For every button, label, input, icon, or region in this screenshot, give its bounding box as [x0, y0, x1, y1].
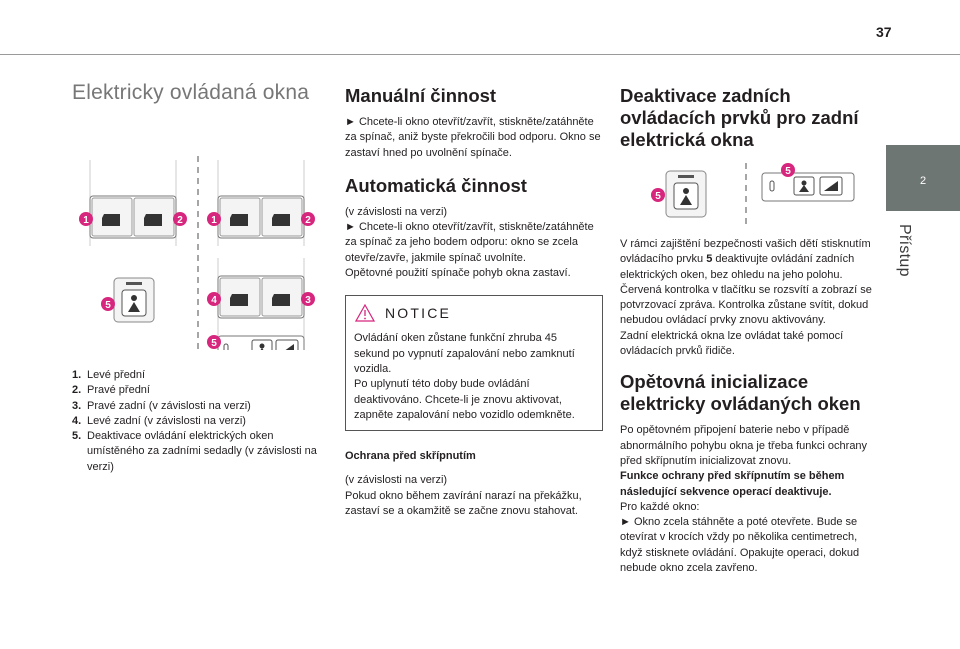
callout-4-label: 4 [211, 295, 217, 306]
heading-manual: Manuální činnost [345, 85, 497, 106]
child-lock-strip-driver [218, 336, 304, 350]
callout-5-left-label: 5 [655, 191, 661, 202]
heading-reinitialization: Opětovná inicializace elektricky ovládaných oken [620, 371, 861, 415]
callout-5-label: 5 [105, 300, 111, 311]
window-switches-figure [72, 118, 324, 350]
notice-title: NOTICE [385, 304, 452, 321]
child-lock-button [666, 171, 706, 217]
heading-deactivation: Deaktivace zadních ovládacích prvků pro zadní elektrická okna [620, 85, 859, 150]
list-item: 4. Levé zadní (v závislosti na verzi) [72, 414, 246, 427]
heading-pinch-protection: Ochrana před skřípnutím [345, 450, 476, 463]
child-lock-strip [762, 173, 854, 201]
text-manual: ► Chcete-li okno otevřít/zavřít, stiskněte/zatáhněte za spínač, aniž byste překročili bod odporu. Okno se zastaví hned po uvolnění spínače. [345, 116, 601, 159]
callout-5b-label: 5 [211, 338, 217, 349]
front-switch-panel-right [218, 196, 304, 238]
list-item: 3. Pravé zadní (v závislosti na verzi) [72, 399, 251, 412]
callout-3-label: 3 [305, 295, 311, 306]
warning-triangle-icon [355, 304, 375, 322]
child-lock-button-left [114, 278, 154, 322]
column-1 [72, 80, 324, 475]
text-auto-version: (v závislosti na verzi) [345, 205, 448, 218]
text-reinit-step: ► Okno zcela stáhněte a poté otevřete. Bude se otevírat v krocích vždy po několika centimetrech, když stisknete ovládání. Opakujte operaci, dokud nebude okno zcela zavřeno. [620, 516, 860, 575]
chapter-tab-number: 2 [919, 175, 927, 187]
chapter-label: Přístup [896, 224, 913, 277]
list-item: 1. Levé přední [72, 369, 146, 381]
legend-list [72, 368, 324, 475]
text-pinch-version: (v závislosti na verzi) [345, 474, 448, 487]
text-auto-step: ► Chcete-li okno otevřít/zavřít, stiskněte/zatáhněte za spínač za jeho bodem odporu: okno se zcela otevře/zavře, jakmile spínač uvolníte. [345, 221, 594, 264]
text-reinit-each: Pro každé okno: [620, 500, 700, 513]
list-item: 5. Deaktivace ovládání elektrických oken umístěného za zadními sedadly (v závislosti na verzi) [72, 430, 317, 473]
notice-text-2: Po uplynutí této doby bude ovládání deaktivováno. Chcete-li je znovu aktivovat, zapněte zapalování nebo vozidlo odemkněte. [354, 378, 575, 421]
page-title: Elektricky ovládaná okna [72, 81, 310, 104]
notice-box [345, 295, 603, 431]
callout-2b-label: 2 [305, 215, 311, 226]
text-pinch: Pokud okno během zavírání narazí na překážku, zastaví se a okamžitě se začne znovu stahovat. [345, 489, 582, 518]
list-item: 2. Pravé přední [72, 384, 150, 397]
header-rule [0, 54, 960, 55]
callout-1-label: 1 [83, 215, 89, 226]
text-deactivation-indicator: Červená kontrolka v tlačítku se rozsvítí a zobrazí se potvrzovací zpráva. Kontrolka zůstane svítit, dokud nebudou ovládací prvky znovu aktivovány. [620, 283, 872, 327]
page-number: 37 [876, 24, 892, 40]
callout-5-right-label: 5 [785, 166, 791, 177]
text-deactivation: V rámci zajištění bezpečnosti vašich dětí stisknutím ovládacího prvku 5 deaktivujte ovládání zadních elektrických oken, bez ohledu na jeho polohu. [620, 238, 871, 281]
column-3 [620, 85, 878, 576]
rear-switch-panel [218, 276, 304, 318]
text-reinit-warning: Funkce ochrany před skřípnutím se během následující sekvence operací deaktivuje. [620, 470, 845, 498]
text-reinit-intro: Po opětovném připojení baterie nebo v případě abnormálního pohybu okna je třeba funkci ochrany před skřípnutím inicializovat znovu. [620, 424, 868, 467]
callout-1b-label: 1 [211, 215, 217, 226]
text-deactivation-driver: Zadní elektrická okna lze ovládat také pomocí ovládacích prvků řidiče. [620, 329, 844, 358]
notice-text-1: Ovládání oken zůstane funkční zhruba 45 sekund po vypnutí zapalování nebo zamknutí vozidla. [354, 332, 575, 375]
heading-automatic: Automatická činnost [345, 174, 527, 196]
column-2 [345, 85, 603, 519]
front-switch-panel-left [90, 196, 176, 238]
chapter-tab [886, 145, 960, 211]
callout-2-label: 2 [177, 215, 183, 226]
text-auto-stop: Opětovné použití spínače pohyb okna zastaví. [345, 267, 571, 280]
child-lock-figure [620, 159, 878, 225]
